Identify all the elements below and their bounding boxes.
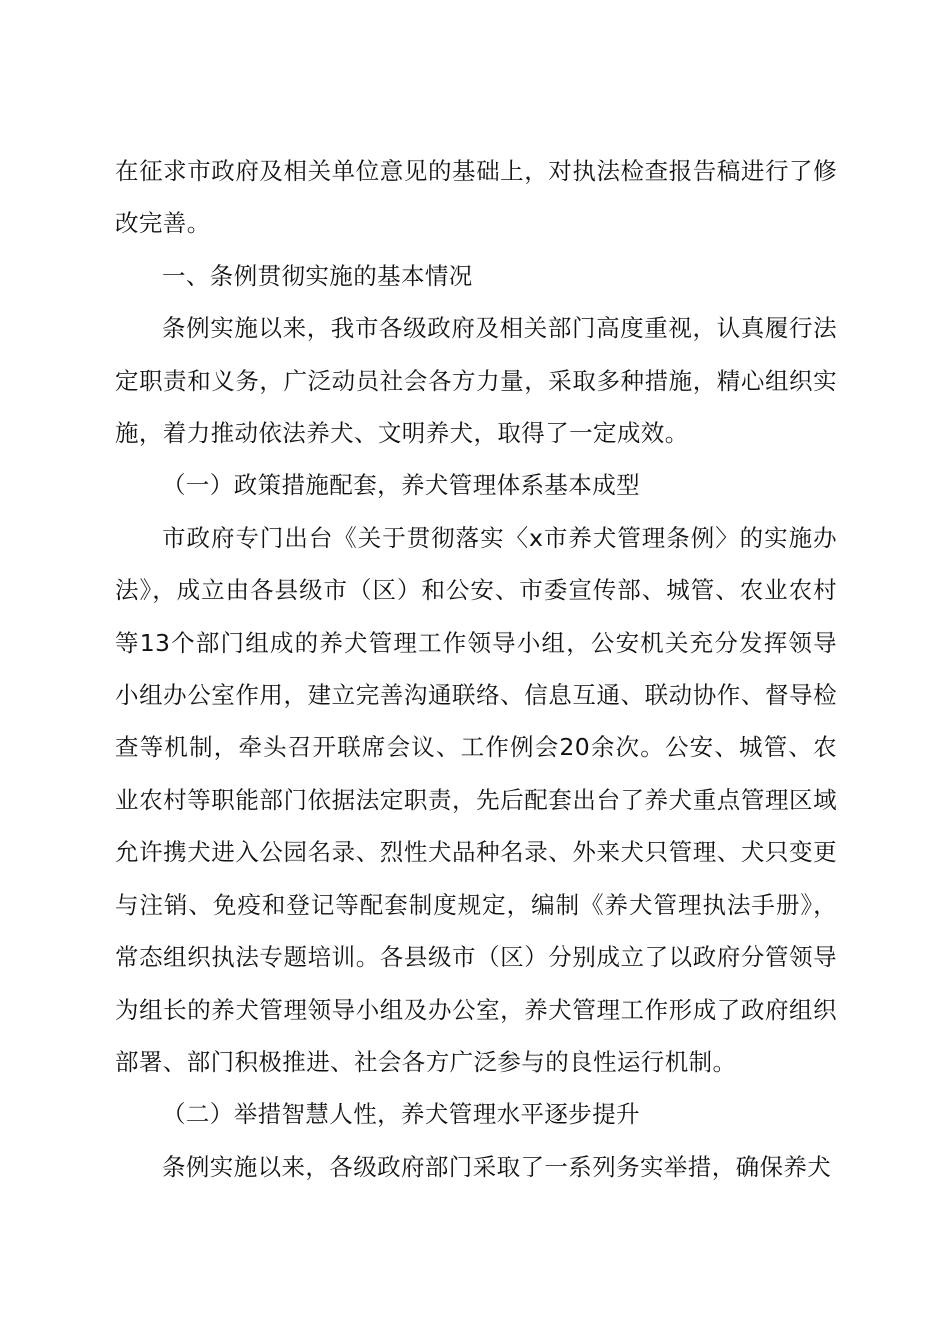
- paragraph-measures: 条例实施以来，各级政府部门采取了一系列务实举措，确保养犬: [162, 1152, 832, 1181]
- paragraph-continuation: 在征求市政府及相关单位意见的基础上，对执法检查报告稿进行了修改完善。: [115, 157, 837, 238]
- section-heading: 一、条例贯彻实施的基本情况: [162, 261, 473, 290]
- document-body: [115, 145, 837, 1193]
- subheading-measures: （二）举措智慧人性，养犬管理水平逐步提升: [162, 1100, 640, 1129]
- paragraph-overview: 条例实施以来，我市各级政府及相关部门高度重视，认真履行法定职责和义务，广泛动员社会各方力量，采取多种措施，精心组织实施，着力推动依法养犬、文明养犬，取得了一定成效。: [115, 314, 837, 448]
- paragraph-policy: 市政府专门出台《关于贯彻落实〈x市养犬管理条例〉的实施办法》，成立由各县级市（区）和公安、市委宣传部、城管、农业农村等13个部门组成的养犬管理工作领导小组，公安机关充分发挥领导小组办公室作用，建立完善沟通联络、信息互通、联动协作、督导检查等机制，牵头召开联席会议、工作例会20余次。公安、城管、农业农村等职能部门依据法定职责，先后配套出台了养犬重点管理区域允许携犬进入公园名录、烈性犬品种名录、外来犬只管理、犬只变更与注销、免疫和登记等配套制度规定，编制《养犬管理执法手册》，常态组织执法专题培训。各县级市（区）分别成立了以政府分管领导为组长的养犬管理领导小组及办公室，养犬管理工作形成了政府组织部署、部门积极推进、社会各方广泛参与的良性运行机制。: [115, 523, 837, 1076]
- subheading-policy: （一）政策措施配套，养犬管理体系基本成型: [162, 471, 640, 500]
